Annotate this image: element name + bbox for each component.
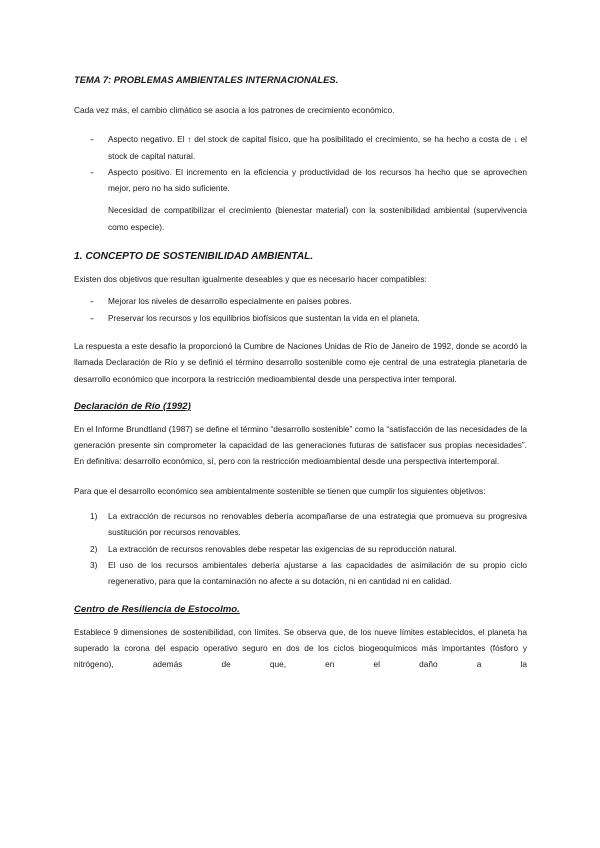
list-item: 3) El uso de los recursos ambientales debería ajustarse a las capacidades de asimilación de su propio ciclo regenerativo, para que la contaminación no afecte a su dotación, ni en cantidad ni en calidad. [90, 559, 527, 587]
section-heading-1: 1. CONCEPTO DE SOSTENIBILIDAD AMBIENTAL. [74, 251, 314, 263]
list-item: - - Mejorar los niveles de desarrollo especialmente en países pobres. [74, 293, 527, 309]
declaration-heading: Declaración de Río (1992) [74, 400, 191, 412]
page-title: TEMA 7: PROBLEMAS AMBIENTALES INTERNACIONALES. [74, 74, 339, 85]
list-item: 1) La extracción de recursos no renovables debería acompañarse de una estrategia que promueva su progresiva sustitución por recursos renovables. [90, 511, 527, 538]
brundtland-paragraph: En el Informe Brundtland (1987) se define el término “desarrollo sostenible” como la “satisfacción de las necesidades de la generación presente sin comprometer la capacidad de las generaciones futuras de satisfacer sus propias necesidades”. En definitiva: desarrollo económico, sí, pero con la restricción medioambiental desde una perspectiva intertemporal. [74, 423, 527, 467]
stockholm-heading: Centro de Resiliencia de Estocolmo. [74, 603, 240, 615]
conditions-intro: Para que el desarrollo económico sea ambientalmente sostenible se tienen que cumplir los siguientes objetivos: [74, 485, 486, 496]
document-body [74, 73, 527, 685]
intro-paragraph: Cada vez más, el cambio climático se asocia a los patrones de crecimiento económico. [74, 105, 395, 115]
rio-paragraph: La respuesta a este desafío la proporcionó la Cumbre de Naciones Unidas de Río de Janeiro de 1992, donde se acordó la llamada Declaración de Río y se definió el término desarrollo sostenible como eje central de una estrategia planetaria de desarrollo económico que incorpora la restricción medioambiental desde una perspectiva inter temporal. [74, 340, 527, 384]
aspects-list [74, 131, 527, 196]
objectives-list [74, 293, 527, 326]
stockholm-paragraph: Establece 9 dimensiones de sostenibilidad, con límites. Se observa que, de los nueve límites establecidos, el planeta ha superado la corona del espacio operativo seguro en dos de los ciclos biogeoquímicos más importantes (fósforo y nitrógeno), además de que, en el daño a la [74, 626, 527, 670]
list-item: - - Aspecto negativo. El ↑ del stock de capital físico, que ha posibilitado el crecimiento, se ha hecho a costa de ↓ el stock de capital natural. [74, 131, 527, 164]
conditions-list [74, 508, 527, 589]
list-item: 2) La extracción de recursos renovables debe respetar las exigencias de su reproducción natural. [90, 543, 457, 554]
list-item: - - Preservar los recursos y los equilibrios biofísicos que sustentan la vida en el planeta. [74, 310, 527, 326]
list-item: - - Aspecto positivo. El incremento en la eficiencia y productividad de los recursos ha hecho que se aprovechen mejor, pero no ha sido suficiente. [74, 164, 527, 197]
objectives-intro: Existen dos objetivos que resultan igualmente deseables y que es necesario hacer compatibles: [74, 274, 427, 285]
compatibility-note: Necesidad de compatibilizar el crecimiento (bienestar material) con la sostenibilidad ambiental (supervivencia como especie). [108, 205, 527, 232]
